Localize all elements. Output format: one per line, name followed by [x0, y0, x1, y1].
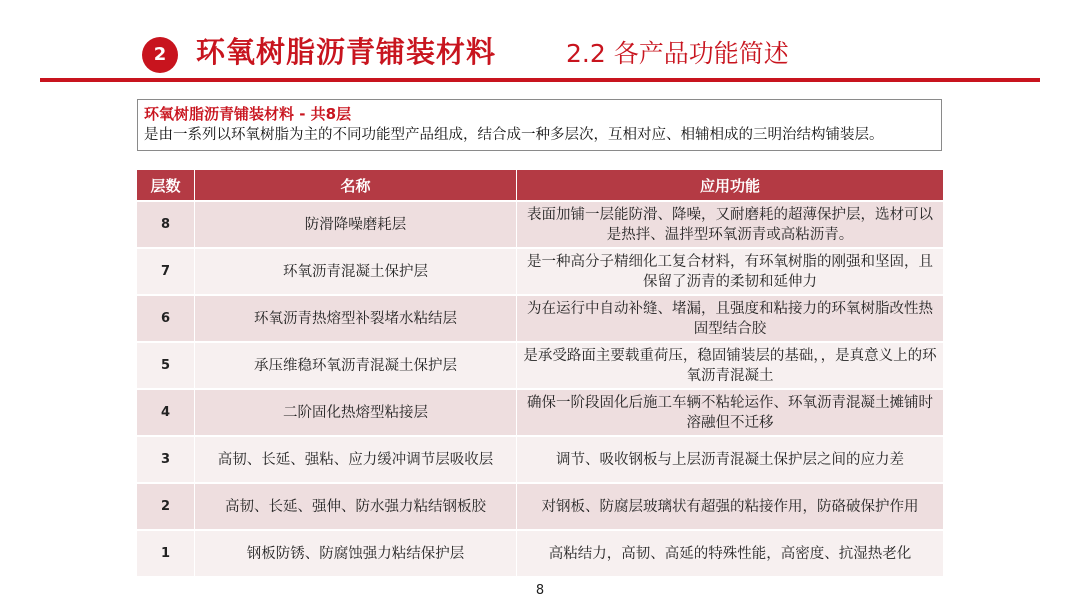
- header-divider: [40, 78, 1040, 82]
- table-row: [137, 294, 943, 341]
- intro-box: [137, 99, 942, 151]
- layer-number: 7: [137, 247, 195, 294]
- layer-number: 1: [137, 529, 195, 576]
- table-header-row: [137, 170, 943, 200]
- table-row: [137, 435, 943, 482]
- layer-function: 确保一阶段固化后施工车辆不粘轮运作、环氧沥青混凝土摊铺时溶融但不迁移: [517, 388, 943, 435]
- page-number: 8: [535, 583, 545, 598]
- table-row: [137, 247, 943, 294]
- layer-number: 8: [137, 200, 195, 247]
- layer-number: 5: [137, 341, 195, 388]
- layer-function: 是承受路面主要载重荷压，稳固铺装层的基础，，是真意义上的环氧沥青混凝土: [517, 341, 943, 388]
- slide-header: [0, 0, 1080, 86]
- header-name: 名称: [195, 170, 517, 200]
- layer-number: 3: [137, 435, 195, 482]
- section-subtitle: 2.2 各产品功能简述: [566, 39, 789, 68]
- layer-name: 环氧沥青热熔型补裂堵水粘结层: [195, 294, 517, 341]
- slide-title: 环氧树脂沥青铺装材料: [196, 35, 497, 69]
- layer-function: 是一种高分子精细化工复合材料，有环氧树脂的刚强和坚固，且保留了沥青的柔韧和延伸力: [517, 247, 943, 294]
- layer-name: 二阶固化热熔型粘接层: [195, 388, 517, 435]
- layer-number: 6: [137, 294, 195, 341]
- intro-title: 环氧树脂沥青铺装材料 - 共8层: [144, 105, 352, 123]
- layer-function: 对钢板、防腐层玻璃状有超强的粘接作用，防硌破保护作用: [517, 482, 943, 529]
- header-layer: 层数: [137, 170, 195, 200]
- table-row: [137, 482, 943, 529]
- layer-function: 高粘结力，高韧、高延的特殊性能，高密度、抗湿热老化: [517, 529, 943, 576]
- table-row: [137, 388, 943, 435]
- layer-name: 钢板防锈、防腐蚀强力粘结保护层: [195, 529, 517, 576]
- layer-function: 调节、吸收钢板与上层沥青混凝土保护层之间的应力差: [517, 435, 943, 482]
- layer-name: 环氧沥青混凝土保护层: [195, 247, 517, 294]
- layer-name: 高韧、长延、强粘、应力缓冲调节层吸收层: [195, 435, 517, 482]
- layer-name: 高韧、长延、强伸、防水强力粘结钢板胶: [195, 482, 517, 529]
- layer-number: 2: [137, 482, 195, 529]
- table-row: [137, 341, 943, 388]
- header-function: 应用功能: [517, 170, 943, 200]
- layer-function: 为在运行中自动补缝、堵漏，且强度和粘接力的环氧树脂改性热固型结合胶: [517, 294, 943, 341]
- layer-table: [137, 170, 943, 576]
- layer-number: 4: [137, 388, 195, 435]
- layer-function: 表面加铺一层能防滑、降噪，又耐磨耗的超薄保护层，选材可以是热拌、温拌型环氧沥青或高粘沥青。: [517, 200, 943, 247]
- table-row: [137, 200, 943, 247]
- section-number-badge: 2: [142, 37, 178, 73]
- layer-name: 防滑降噪磨耗层: [195, 200, 517, 247]
- table-row: [137, 529, 943, 576]
- layer-name: 承压维稳环氧沥青混凝土保护层: [195, 341, 517, 388]
- intro-text: 是由一系列以环氧树脂为主的不同功能型产品组成，结合成一种多层次，互相对应、相辅相成的三明治结构铺装层。: [144, 127, 884, 143]
